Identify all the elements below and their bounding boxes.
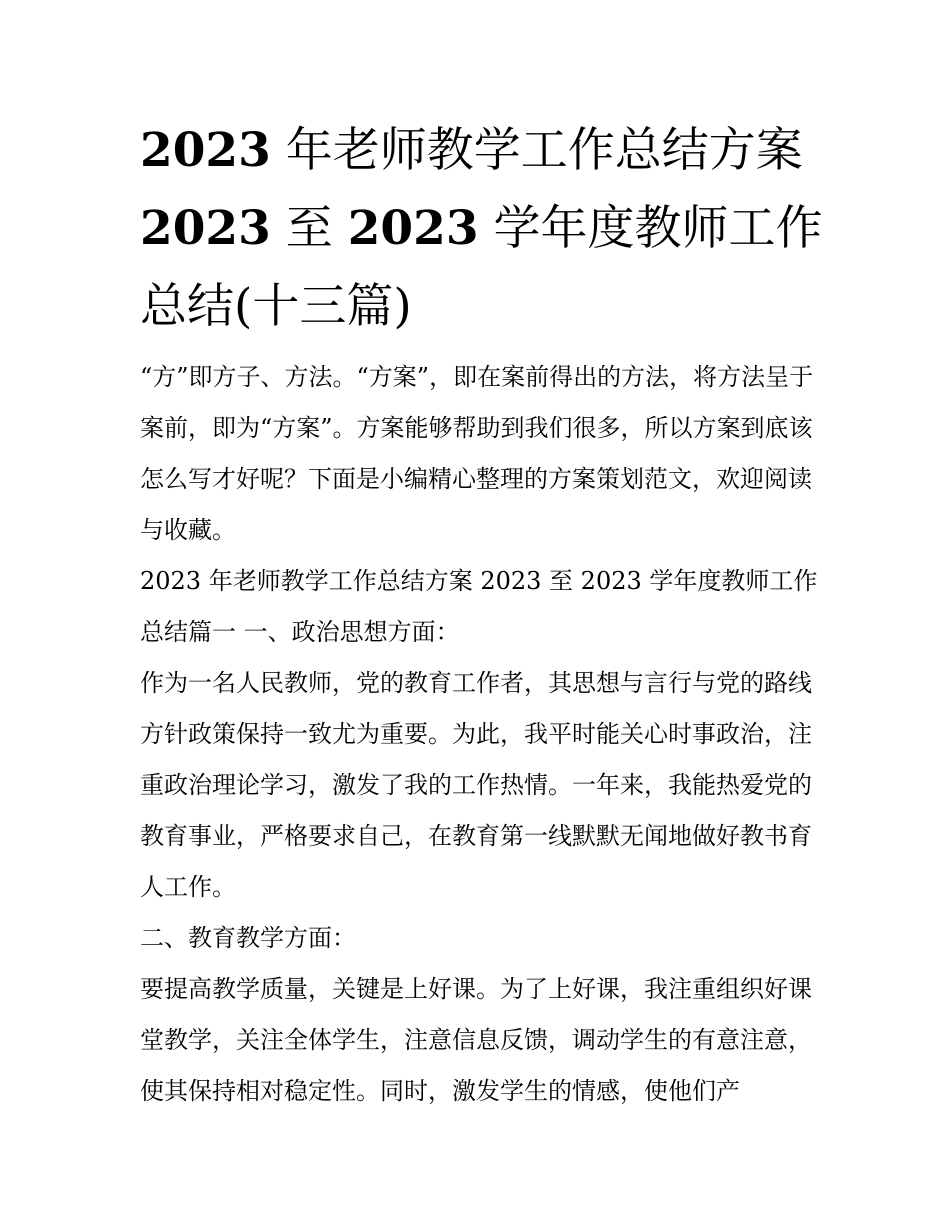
title-year: 2023 (140, 123, 271, 178)
teaching-heading: 二、教育教学方面： (140, 924, 356, 952)
title-line-3 (140, 268, 820, 346)
title-line-2 (140, 190, 823, 268)
section-heading-paragraph: 2023 年老师教学工作总结方案 2023 至 2023 学年度教师工作总结篇一 一、政治思想方面： (140, 567, 818, 646)
document-body (140, 352, 820, 1117)
politics-paragraph: 作为一名人民教师，党的教育工作者，其思想与言行与党的路线方针政策保持一致尤为重要。为此，我平时能关心时事政治，注重政治理论学习，激发了我的工作热情。一年来，我能热爱党的教育事业，严格要求自己，在教育第一线默默无闻地做好教书育人工作。 (140, 669, 812, 901)
document-title (140, 112, 823, 346)
teaching-paragraph: 要提高教学质量，关键是上好课。为了上好课，我注重组织好课堂教学，关注全体学生，注意信息反馈，调动学生的有意注意，使其保持相对稳定性。同时，激发学生的情感，使他们产 (140, 975, 812, 1105)
intro-paragraph: “方”即方子、方法。“方案”，即在案前得出的方法，将方法呈于案前，即为“方案”。方案能够帮助到我们很多，所以方案到底该怎么写才好呢？下面是小编精心整理的方案策划范文，欢迎阅读与收藏。 (140, 363, 814, 544)
title-text-3: 总结(十三篇) (140, 279, 412, 334)
title-year-start: 2023 (140, 201, 271, 256)
title-text-2: 学年度教师工作 (493, 201, 823, 256)
title-year-end: 2023 (347, 201, 479, 256)
title-connector: 至 (285, 201, 333, 256)
title-text-1: 年老师教学工作总结方案 (285, 123, 803, 178)
document-page (140, 112, 823, 1117)
title-line-1 (140, 112, 820, 190)
